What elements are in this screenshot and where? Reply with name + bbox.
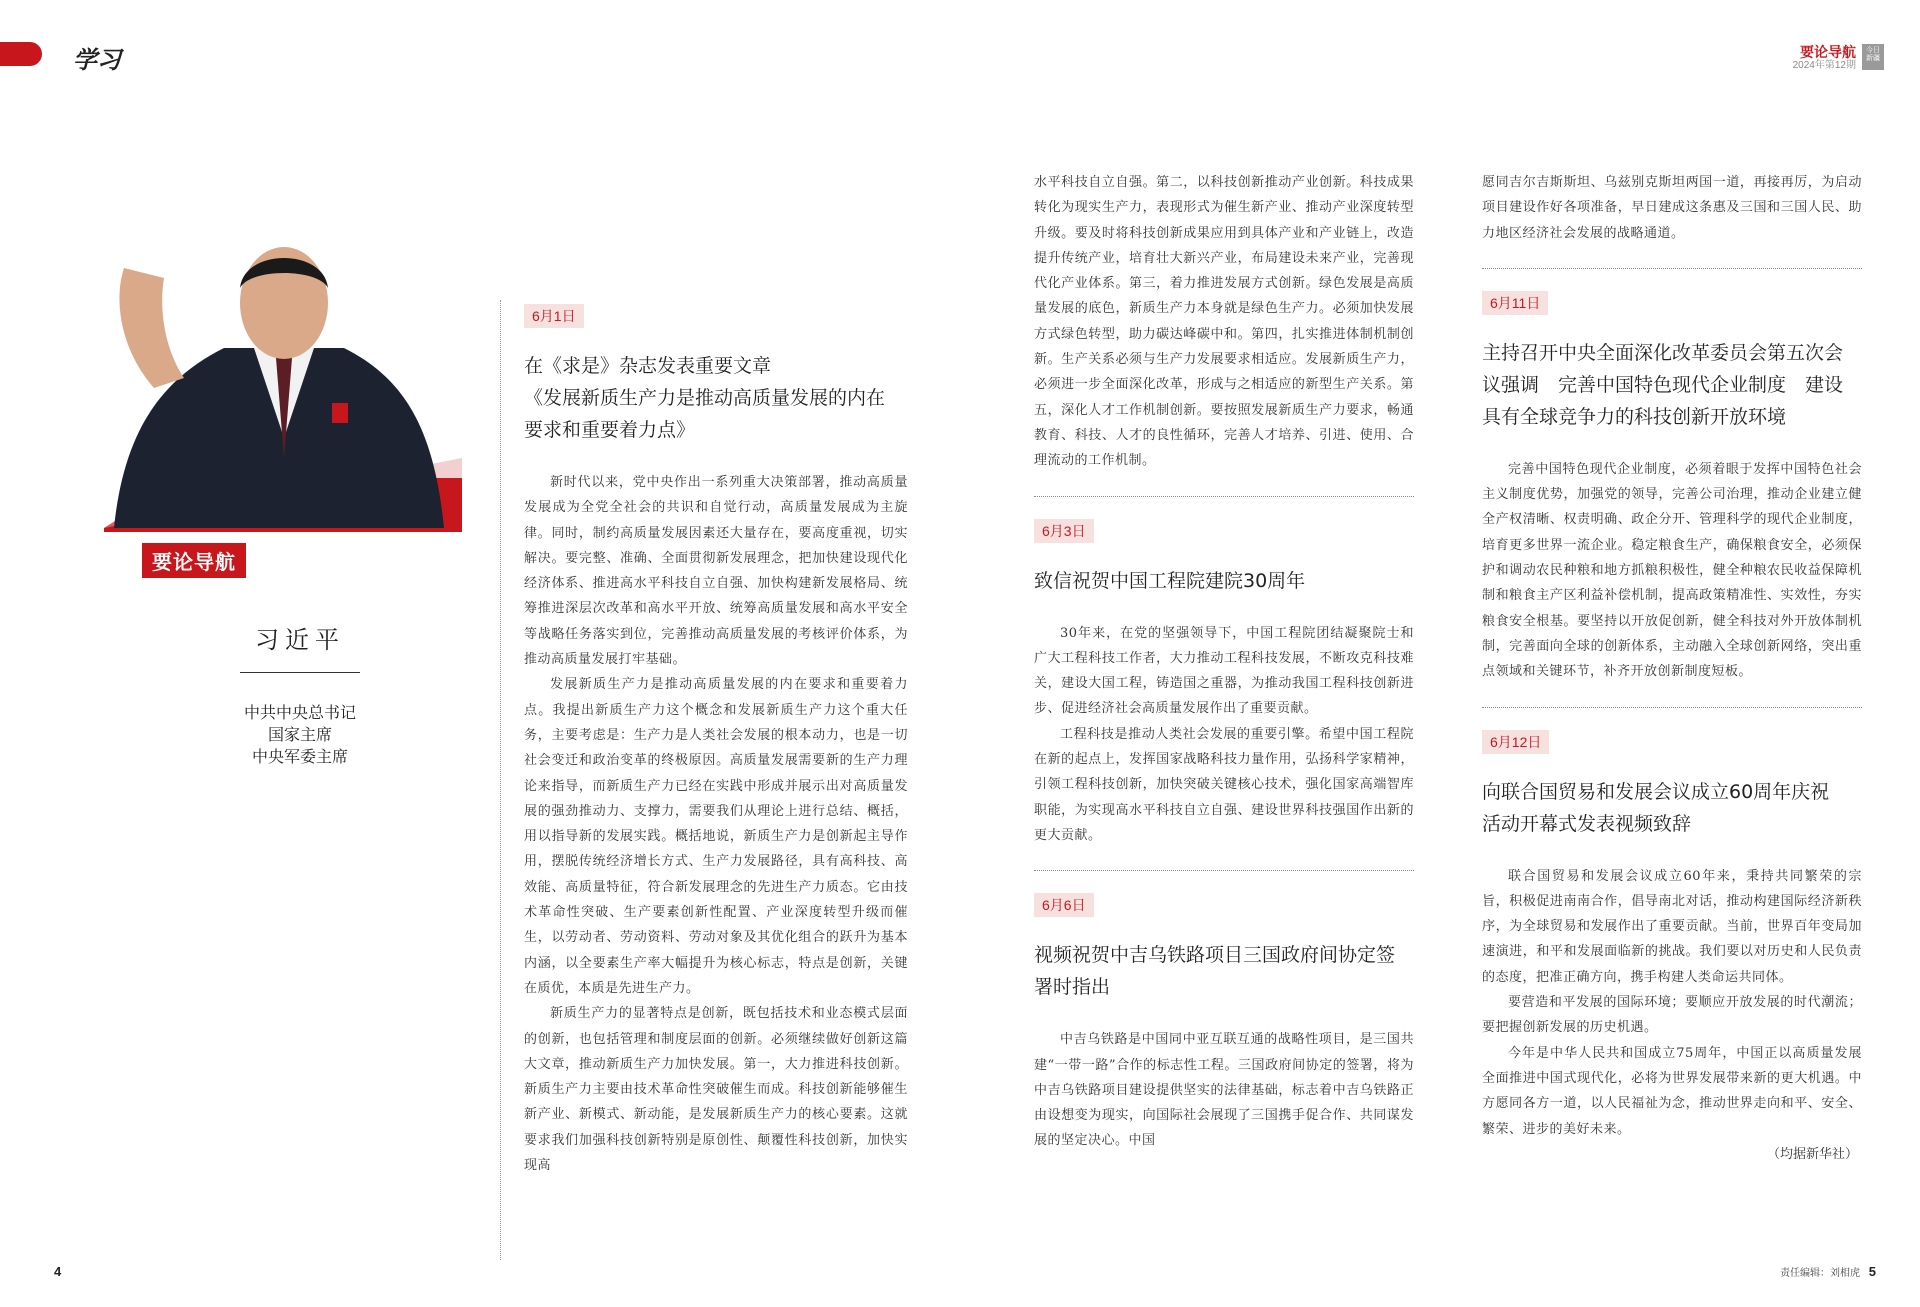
article-paragraph: 工程科技是推动人类社会发展的重要引擎。希望中国工程院在新的起点上，发挥国家战略科技力量作用，弘扬科学家精神，引领工程科技创新，加快突破关键核心技术，强化国家高端智库职能，为实现高水平科技自立自强、建设世界科技强国作出新的更大贡献。 bbox=[1034, 726, 1414, 843]
magazine-logo: 今日 新疆 bbox=[1862, 44, 1884, 70]
masthead bbox=[1793, 44, 1884, 72]
article-paragraph: 水平科技自立自强。第二，以科技创新推动产业创新。科技成果转化为现实生产力，表现形式为催生新产业、推动产业深度转型升级。要及时将科技创新成果应用到具体产业和产业链上，改造提升传统产业，培育壮大新兴产业，布局建设未来产业，完善现代化产业体系。第三，着力推进发展方式创新。绿色发展是高质量发展的底色，新质生产力本身就是绿色生产力。必须加快发展方式绿色转型，助力碳达峰碳中和。第四，扎实推进体制机制创新。生产关系必须与生产力发展要求相适应。发展新质生产力，必须进一步全面深化改革，形成与之相适应的新型生产关系。第五，深化人才工作机制创新。要按照发展新质生产力要求，畅通教育、科技、人才的良性循环，完善人才培养、引进、使用、合理流动的工作机制。 bbox=[1034, 175, 1414, 469]
article-paragraph: 今年是中华人民共和国成立75周年，中国正以高质量发展全面推进中国式现代化，必将为世界发展带来新的更大机遇。中方愿同各方一道，以人民福祉为念，推动世界走向和平、安全、繁荣、进步的美好未来。 bbox=[1482, 1045, 1862, 1137]
masthead-title: 要论导航 bbox=[1800, 44, 1856, 60]
author-title: 中央军委主席 bbox=[251, 747, 348, 766]
article-date: 6月11日 bbox=[1482, 291, 1548, 315]
article-date: 6月6日 bbox=[1034, 893, 1094, 917]
article-column-2 bbox=[1034, 170, 1414, 1154]
author-title: 中共中央总书记 bbox=[243, 703, 356, 722]
article-paragraph: 完善中国特色现代企业制度，必须着眼于发挥中国特色社会主义制度优势，加强党的领导，完善公司治理，推动企业建立健全产权清晰、权责明确、政企分开、管理科学的现代企业制度，培育更多世界一流企业。稳定粮食生产，确保粮食安全，必须保护和调动农民种粮和地方抓粮积极性，健全种粮农民收益保障机制和粮食主产区利益补偿机制，提高政策精准性、实效性，夯实粮食安全根基。要坚持以开放促创新，健全科技对外开放体制机制，完善面向全球的创新体系，主动融入全球创新网络，突出重点领域和关键环节，补齐开放创新制度短板。 bbox=[1482, 461, 1862, 680]
article-separator bbox=[1482, 268, 1862, 269]
article-body bbox=[1482, 457, 1862, 685]
article-paragraph: 要营造和平发展的国际环境；要顺应开放发展的时代潮流；要把握创新发展的历史机遇。 bbox=[1482, 995, 1862, 1036]
article-headline: 主持召开中央全面深化改革委员会第五次会 议强调 完善中国特色现代企业制度 建设 具有全球竞争力的科技创新开放环境 bbox=[1482, 341, 1844, 428]
leader-portrait bbox=[104, 228, 462, 532]
article-separator bbox=[1034, 870, 1414, 871]
page-number-left: 4 bbox=[54, 1264, 62, 1279]
article-column-1 bbox=[524, 304, 908, 1178]
page-number-right: 5 bbox=[1868, 1264, 1876, 1279]
article-paragraph: 新时代以来，党中央作出一系列重大决策部署，推动高质量发展成为全党全社会的共识和自觉行动，高质量发展成为主旋律。同时，制约高质量发展因素还大量存在，要高度重视，切实解决。要完整、准确、全面贯彻新发展理念，把加快建设现代化经济体系、推进高水平科技自立自强、加快构建新发展格局、统筹推进深层次改革和高水平开放、统筹高质量发展和高水平安全等战略任务落实到位，完善推动高质量发展的考核评价体系，为推动高质量发展打牢基础。 bbox=[524, 475, 908, 668]
article-paragraph: 愿同吉尔吉斯斯坦、乌兹别克斯坦两国一道，再接再厉，为启动项目建设作好各项准备，早日建成这条惠及三国和三国人民、助力地区经济社会发展的战略通道。 bbox=[1482, 175, 1862, 241]
author-title: 国家主席 bbox=[267, 725, 332, 744]
article-headline: 向联合国贸易和发展会议成立60周年庆祝 活动开幕式发表视频致辞 bbox=[1482, 780, 1830, 835]
section-marker bbox=[0, 42, 42, 66]
article-paragraph: 联合国贸易和发展会议成立60年来，秉持共同繁荣的宗旨，积极促进南南合作，倡导南北对话，推动构建国际经济新秩序，为全球贸易和发展作出了重要贡献。当前，世界百年变局加速演进，和平和发展面临新的挑战。我们要以对历史和人民负责的态度，把准正确方向，携手构建人类命运共同体。 bbox=[1482, 868, 1862, 985]
article-separator bbox=[1034, 496, 1414, 497]
article-date: 6月12日 bbox=[1482, 730, 1549, 754]
nav-label-badge: 要论导航 bbox=[142, 543, 246, 578]
source-credit: （均据新华社） bbox=[1766, 1146, 1858, 1162]
editor-credit: 责任编辑：刘相虎 bbox=[1780, 1268, 1860, 1279]
article-body-continued bbox=[1034, 170, 1414, 474]
article-headline: 在《求是》杂志发表重要文章 《发展新质生产力是推动高质量发展的内在 要求和重要着力点》 bbox=[524, 355, 886, 441]
article-body bbox=[1034, 621, 1414, 849]
article-column-3 bbox=[1482, 170, 1862, 1167]
article-separator bbox=[1482, 707, 1862, 708]
article-headline: 致信祝贺中国工程院建院30周年 bbox=[1034, 569, 1306, 592]
article-date: 6月3日 bbox=[1034, 519, 1094, 543]
portrait-image bbox=[104, 228, 462, 532]
article-paragraph: 发展新质生产力是推动高质量发展的内在要求和重要着力点。我提出新质生产力这个概念和发展新质生产力这个重大任务，主要考虑是：生产力是人类社会发展的根本动力，也是一切社会变迁和政治变革的终极原因。高质量发展需要新的生产力理论来指导，而新质生产力已经在实践中形成并展示出对高质量发展的强劲推动力、支撑力，需要我们从理论上进行总结、概括，用以指导新的发展实践。概括地说，新质生产力是创新起主导作用，摆脱传统经济增长方式、生产力发展路径，具有高科技、高效能、高质量特征，符合新发展理念的先进生产力质态。它由技术革命性突破、生产要素创新性配置、产业深度转型升级而催生，以劳动者、劳动资料、劳动对象及其优化组合的跃升为基本内涵，以全要素生产率大幅提升为核心标志，特点是创新，关键在质优，本质是先进生产力。 bbox=[524, 677, 908, 996]
author-titles bbox=[220, 702, 380, 768]
article-paragraph: 中吉乌铁路是中国同中亚互联互通的战略性项目，是三国共建“一带一路”合作的标志性工程。三国政府间协定的签署，将为中吉乌铁路项目建设提供坚实的法律基础，标志着中吉乌铁路正由设想变为现实，向国际社会展现了三国携手促合作、共同谋发展的坚定决心。中国 bbox=[1034, 1032, 1414, 1149]
masthead-issue: 2024年第12期 bbox=[1792, 60, 1856, 71]
article-paragraph: 30年来，在党的坚强领导下，中国工程院团结凝聚院士和广大工程科技工作者，大力推动工程科技发展，不断攻克科技难关，建设大国工程，铸造国之重器，为推动我国工程科技创新进步、促进经济社会高质量发展作出了重要贡献。 bbox=[1034, 625, 1414, 717]
author-divider bbox=[240, 672, 360, 673]
column-divider bbox=[500, 300, 501, 1260]
article-paragraph: 新质生产力的显著特点是创新，既包括技术和业态模式层面的创新，也包括管理和制度层面的创新。必须继续做好创新这篇大文章，推动新质生产力加快发展。第一，大力推进科技创新。新质生产力主要由技术革命性突破催生而成。科技创新能够催生新产业、新模式、新动能，是发展新质生产力的核心要素。这就要求我们加强科技创新特别是原创性、颠覆性科技创新，加快实现高 bbox=[524, 1006, 908, 1174]
section-title: 学习 bbox=[73, 46, 121, 74]
article-body bbox=[1034, 1027, 1414, 1153]
article-body bbox=[1482, 864, 1862, 1142]
article-body bbox=[524, 470, 908, 1178]
article-body-continued bbox=[1482, 170, 1862, 246]
article-date: 6月1日 bbox=[524, 304, 584, 328]
article-headline: 视频祝贺中吉乌铁路项目三国政府间协定签 署时指出 bbox=[1034, 944, 1396, 999]
author-name: 习近平 bbox=[255, 626, 345, 654]
